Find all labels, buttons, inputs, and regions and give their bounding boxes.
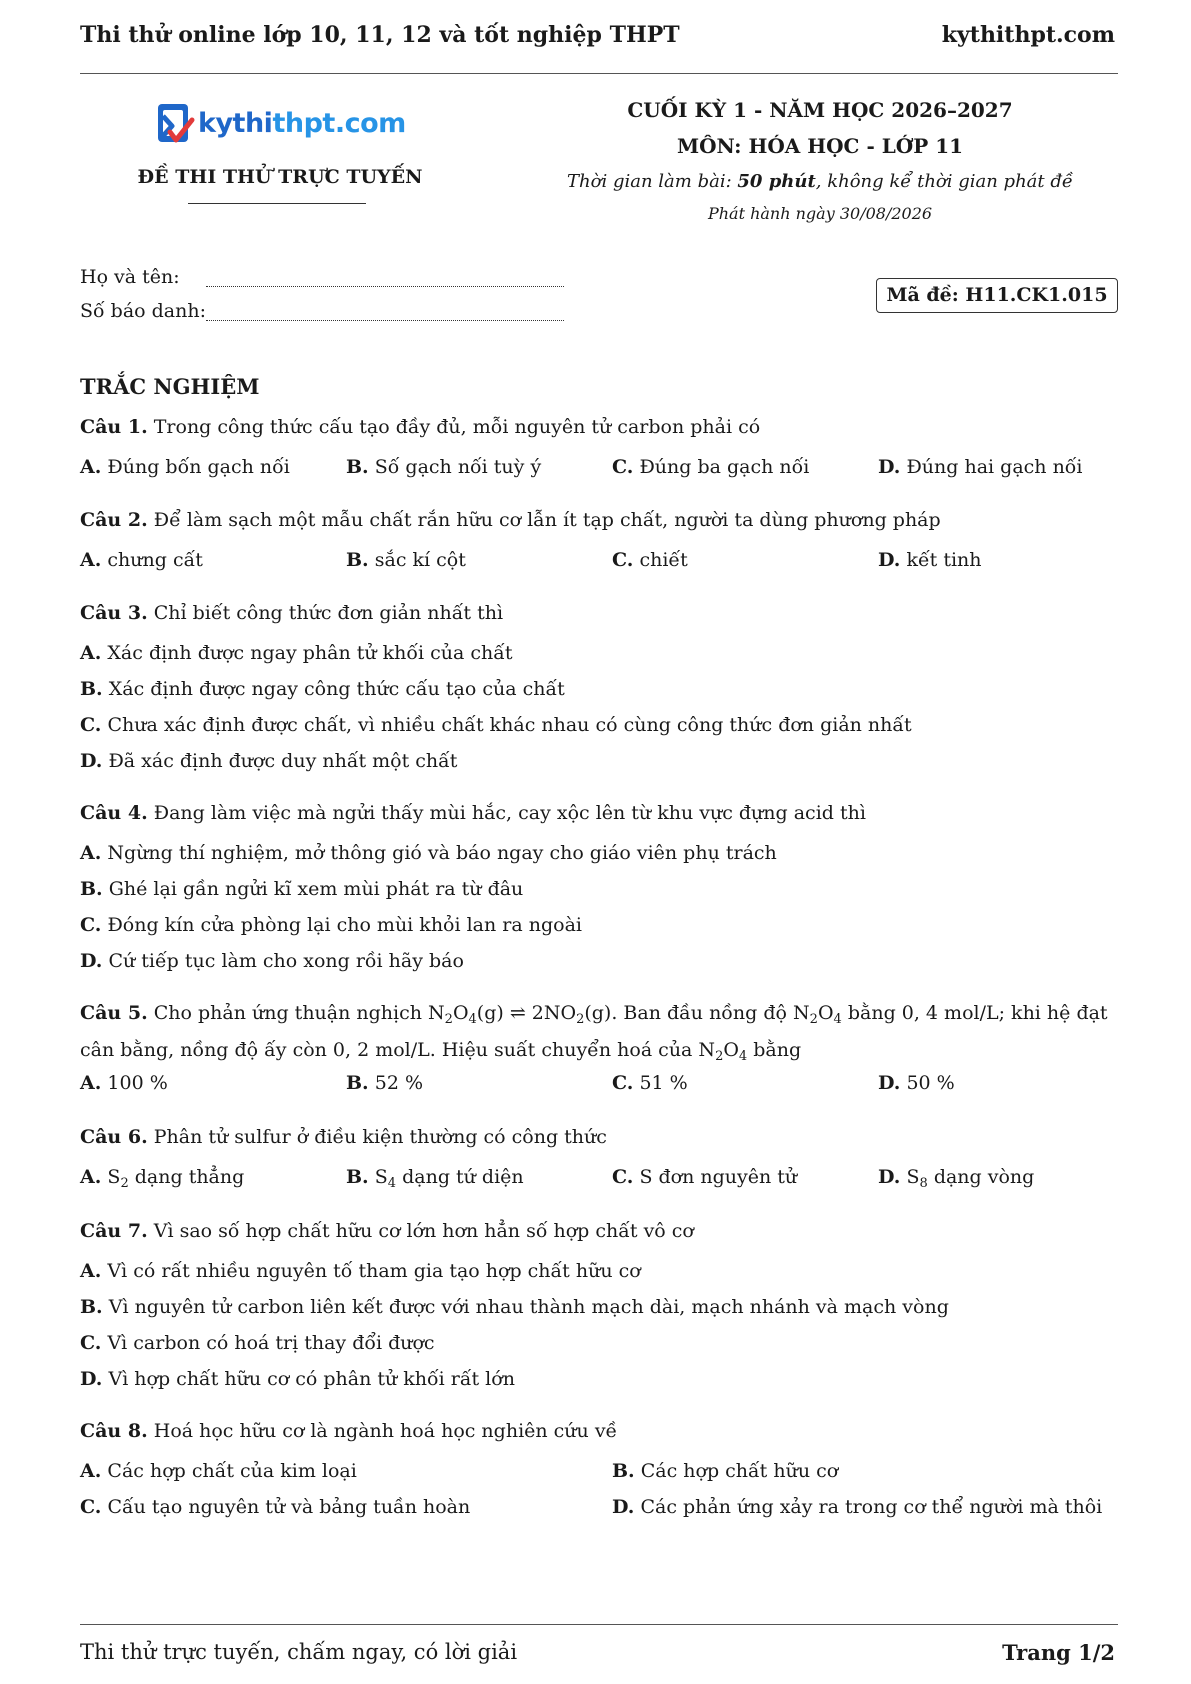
subtitle-underline (188, 203, 366, 204)
exam-release-date: Phát hành ngày 30/08/2026 (707, 204, 933, 223)
q3-option-a[interactable]: A. Xác định được ngay phân tử khối của chất (80, 642, 513, 664)
question-8: Câu 8. Hoá học hữu cơ là ngành hoá học nghiên cứu về (80, 1420, 618, 1442)
page-number: Trang 1/2 (1002, 1640, 1115, 1665)
header-divider (80, 73, 1118, 74)
question-4: Câu 4. Đang làm việc mà ngửi thấy mùi hắc, cay xộc lên từ khu vực đựng acid thì (80, 802, 866, 824)
q5-option-d[interactable]: D. 50 % (878, 1072, 955, 1094)
q8-option-a[interactable]: A. Các hợp chất của kim loại (80, 1460, 357, 1482)
exam-subtitle: ĐỀ THI THỬ TRỰC TUYẾN (137, 166, 423, 188)
header-site: kythithpt.com (941, 22, 1115, 48)
q1-option-c[interactable]: C. Đúng ba gạch nối (612, 456, 810, 478)
q4-option-a[interactable]: A. Ngừng thí nghiệm, mở thông gió và báo ngay cho giáo viên phụ trách (80, 842, 777, 864)
q3-option-c[interactable]: C. Chưa xác định được chất, vì nhiều chất khác nhau có cùng công thức đơn giản nhất (80, 714, 912, 736)
q3-option-d[interactable]: D. Đã xác định được duy nhất một chất (80, 750, 458, 772)
q8-option-d[interactable]: D. Các phản ứng xảy ra trong cơ thể người mà thôi (612, 1496, 1103, 1518)
q7-option-a[interactable]: A. Vì có rất nhiều nguyên tố tham gia tạo hợp chất hữu cơ (80, 1260, 641, 1282)
q7-option-d[interactable]: D. Vì hợp chất hữu cơ có phân tử khối rất lớn (80, 1368, 515, 1390)
q2-option-a[interactable]: A. chưng cất (80, 549, 203, 571)
q7-option-b[interactable]: B. Vì nguyên tử carbon liên kết được với nhau thành mạch dài, mạch nhánh và mạch vòng (80, 1296, 949, 1318)
q6-option-b[interactable]: B. $S_4$ dạng tứ diện (346, 1166, 524, 1191)
q5-option-a[interactable]: A. 100 % (80, 1072, 168, 1094)
footer-tagline: Thi thử trực tuyến, chấm ngay, có lời giải (80, 1640, 518, 1664)
id-line (206, 319, 564, 321)
question-2: Câu 2. Để làm sạch một mẫu chất rắn hữu cơ lẫn ít tạp chất, người ta dùng phương pháp (80, 509, 941, 531)
exam-subject: MÔN: HÓA HỌC - LỚP 11 (676, 134, 964, 158)
exam-time: Thời gian làm bài: 50 phút, không kể thời gian phát đề (567, 171, 1073, 192)
logo-icon (152, 102, 196, 154)
q8-option-c[interactable]: C. Cấu tạo nguyên tử và bảng tuần hoàn (80, 1496, 471, 1518)
q1-option-d[interactable]: D. Đúng hai gạch nối (878, 456, 1083, 478)
q8-option-b[interactable]: B. Các hợp chất hữu cơ (612, 1460, 839, 1482)
q1-option-a[interactable]: A. Đúng bốn gạch nối (80, 456, 290, 478)
q3-option-b[interactable]: B. Xác định được ngay công thức cấu tạo của chất (80, 678, 565, 700)
question-5: Câu 5. Cho phản ứng thuận nghịch $N_2O_4(g)$ ⇌ $2NO_2(g)$. Ban đầu nồng độ $N_2O_4$ bằng 0, 4 mol/L; khi hệ đạt cân bằng, nồng độ ấy còn 0, 2 mol/L. Hiệu suất chuyển hoá của $N_2O_4$ bằng (80, 1002, 1108, 1064)
q4-option-c[interactable]: C. Đóng kín cửa phòng lại cho mùi khỏi lan ra ngoài (80, 914, 582, 936)
footer-divider (80, 1624, 1118, 1625)
question-7: Câu 7. Vì sao số hợp chất hữu cơ lớn hơn hẳn số hợp chất vô cơ (80, 1220, 694, 1242)
name-line (206, 285, 564, 287)
id-label: Số báo danh: (80, 300, 207, 322)
q4-option-d[interactable]: D. Cứ tiếp tục làm cho xong rồi hãy báo (80, 950, 464, 972)
q2-option-d[interactable]: D. kết tinh (878, 549, 982, 571)
q2-option-c[interactable]: C. chiết (612, 549, 688, 571)
question-3: Câu 3. Chỉ biết công thức đơn giản nhất thì (80, 602, 504, 624)
q2-option-b[interactable]: B. sắc kí cột (346, 549, 466, 571)
q1-option-b[interactable]: B. Số gạch nối tuỳ ý (346, 456, 542, 478)
q6-option-d[interactable]: D. $S_8$ dạng vòng (878, 1166, 1035, 1191)
q5-option-b[interactable]: B. 52 % (346, 1072, 424, 1094)
exam-code-box: Mã đề: H11.CK1.015 (876, 278, 1118, 313)
q6-option-c[interactable]: C. S đơn nguyên tử (612, 1166, 798, 1188)
logo-text: kythithpt.com (198, 108, 406, 139)
question-1: Câu 1. Trong công thức cấu tạo đầy đủ, mỗi nguyên tử carbon phải có (80, 416, 761, 438)
header-title: Thi thử online lớp 10, 11, 12 và tốt nghiệp THPT (80, 22, 680, 48)
section-title: TRẮC NGHIỆM (80, 374, 260, 399)
q6-option-a[interactable]: A. $S_2$ dạng thẳng (80, 1166, 245, 1191)
q4-option-b[interactable]: B. Ghé lại gần ngửi kĩ xem mùi phát ra từ đâu (80, 878, 524, 900)
exam-title: CUỐI KỲ 1 - NĂM HỌC 2026–2027 (627, 98, 1013, 122)
name-label: Họ và tên: (80, 266, 180, 288)
site-logo (152, 102, 412, 154)
q7-option-c[interactable]: C. Vì carbon có hoá trị thay đổi được (80, 1332, 435, 1354)
question-6: Câu 6. Phân tử sulfur ở điều kiện thường có công thức (80, 1126, 607, 1148)
q5-option-c[interactable]: C. 51 % (612, 1072, 688, 1094)
